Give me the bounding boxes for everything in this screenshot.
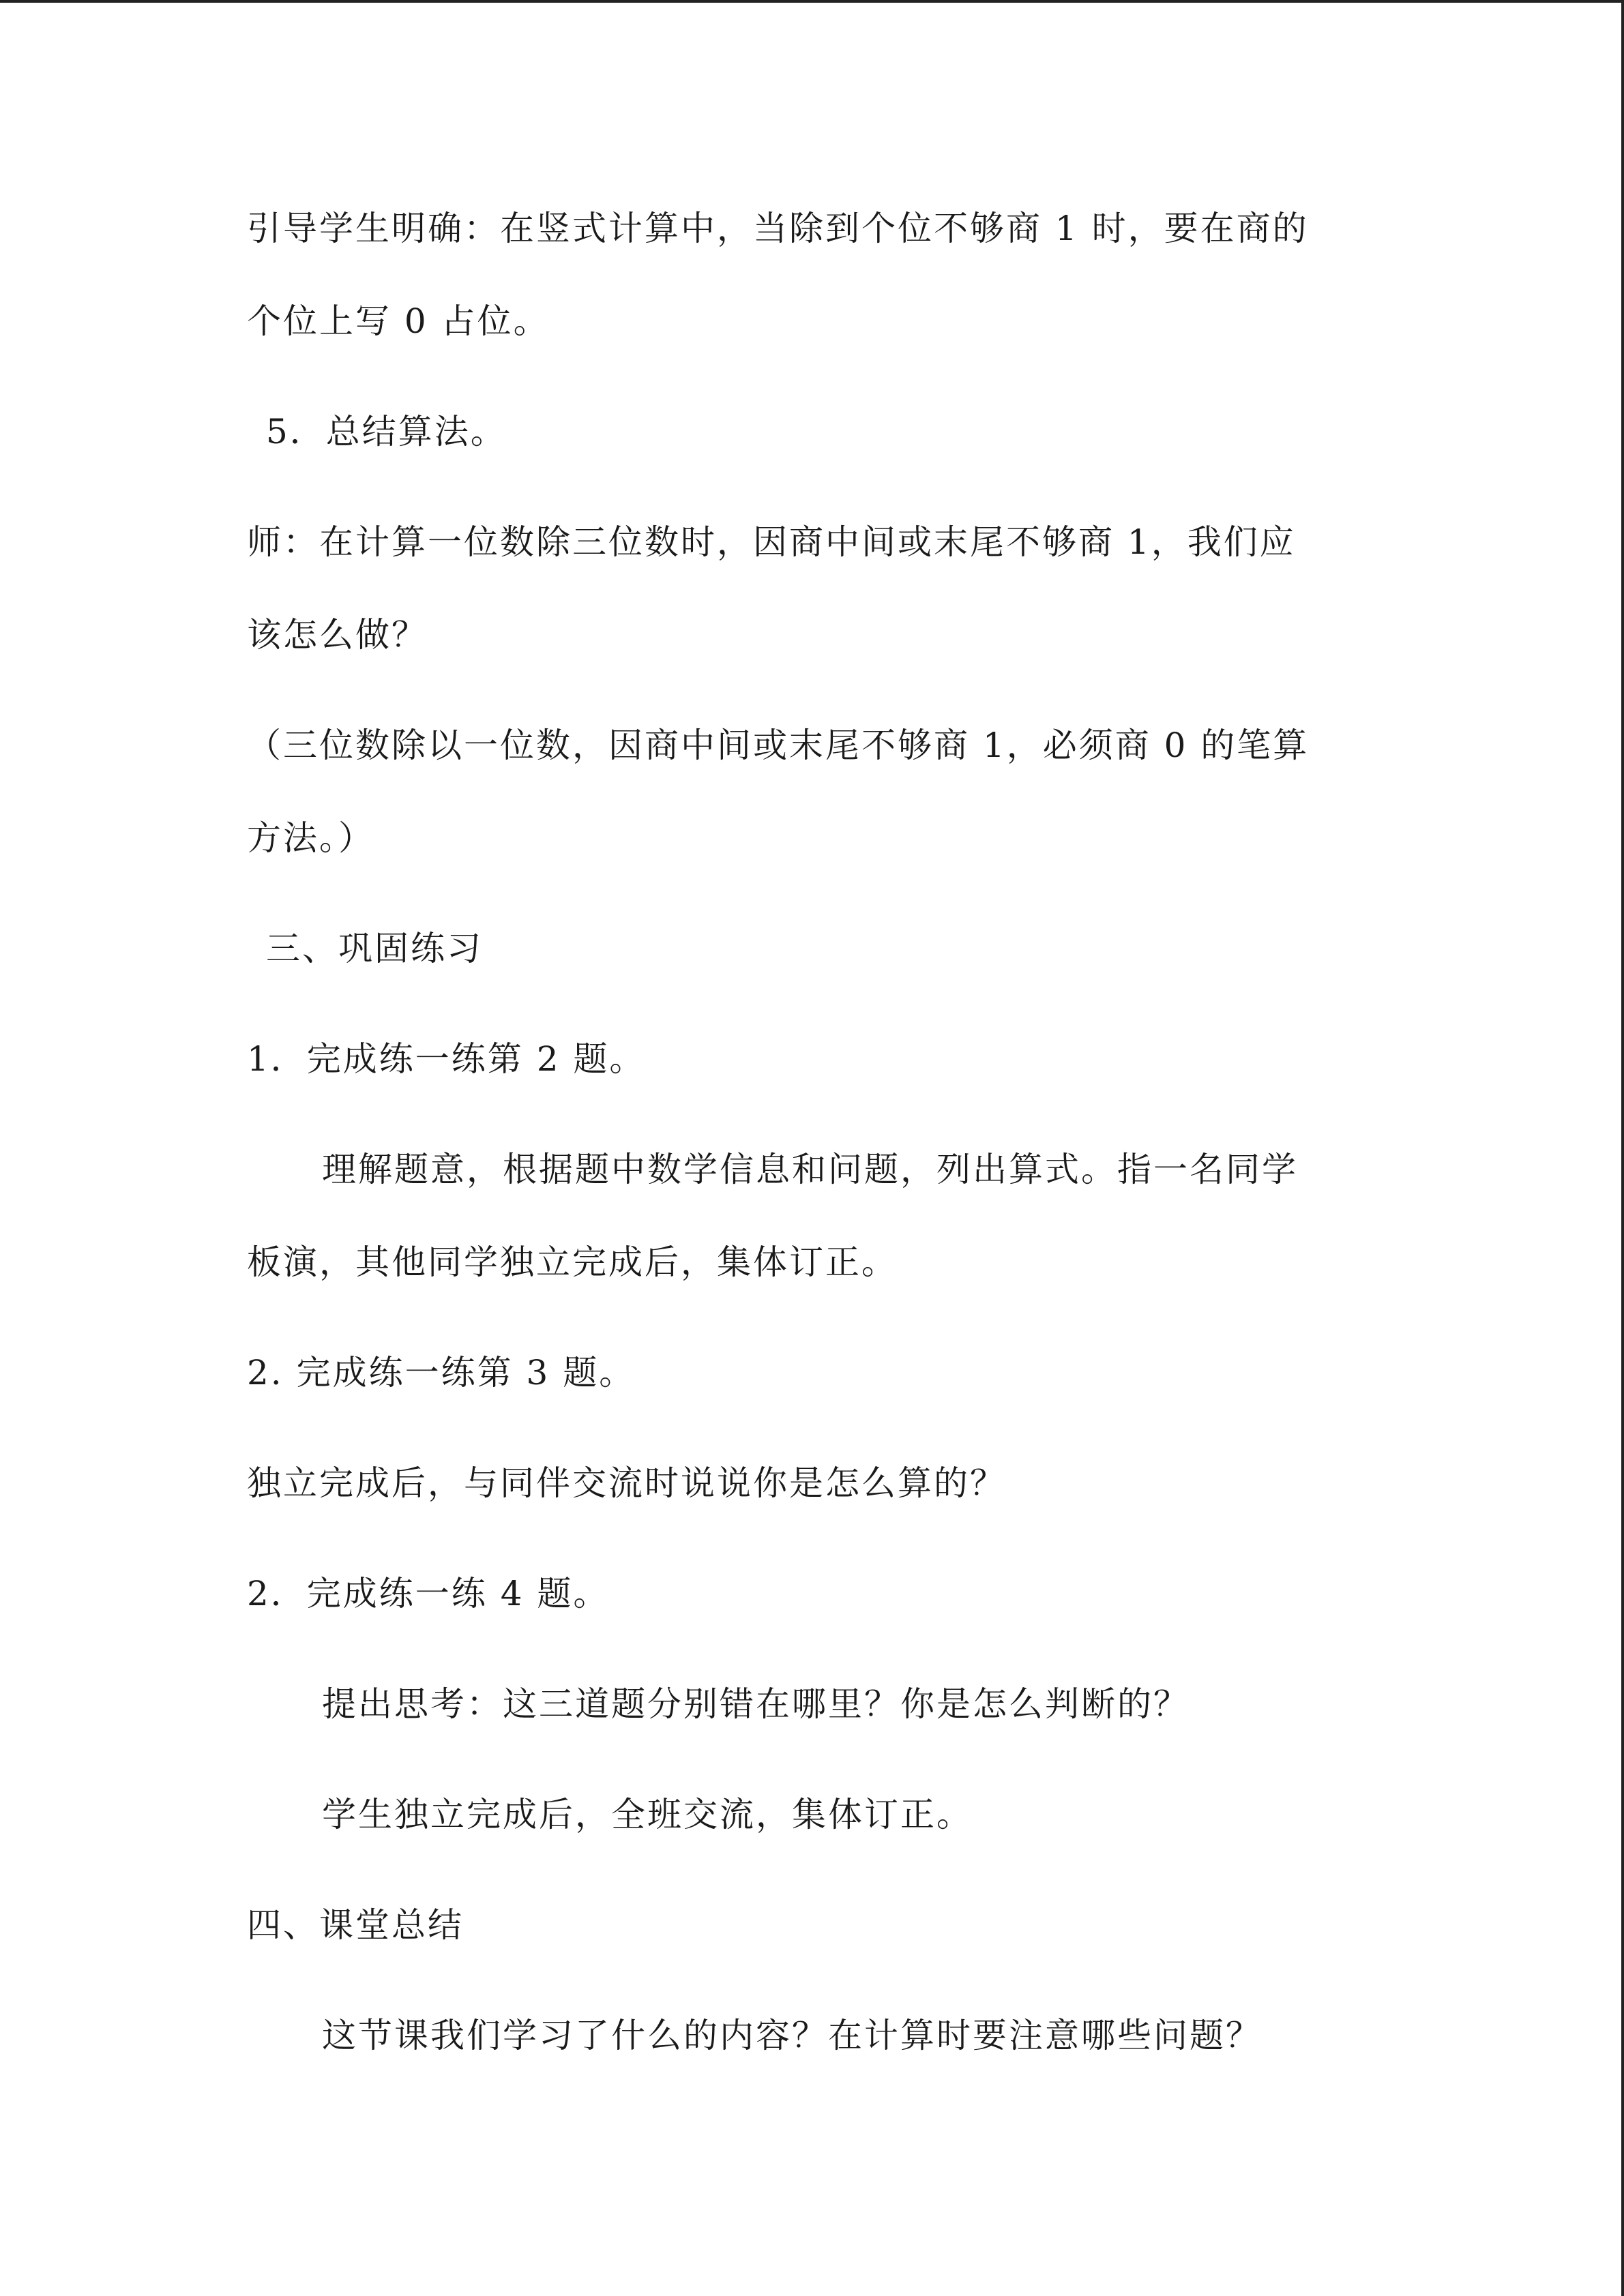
- right-border: [1621, 0, 1624, 2296]
- section-heading: 三、巩固练习: [266, 929, 483, 968]
- paragraph-line: （三位数除以一位数，因商中间或末尾不够商 1，必须商 0 的笔算: [247, 726, 1310, 765]
- paragraph-line: 理解题意，根据题中数学信息和问题，列出算式。指一名同学: [322, 1150, 1298, 1189]
- paragraph-line: 方法。）: [247, 818, 374, 858]
- paragraph-line: 提出思考：这三道题分别错在哪里？你是怎么判断的？: [322, 1684, 1190, 1724]
- exercise-item: 2．完成练一练 4 题。: [247, 1574, 610, 1613]
- exercise-item: 2. 完成练一练第 3 题。: [247, 1353, 636, 1392]
- paragraph-line: 这节课我们学习了什么的内容？在计算时要注意哪些问题？: [322, 2016, 1262, 2055]
- section-step: 5．总结算法。: [266, 412, 507, 451]
- paragraph-line: 该怎么做？: [247, 615, 428, 655]
- paragraph-line: 板演，其他同学独立完成后，集体订正。: [247, 1242, 898, 1282]
- paragraph-line: 引导学生明确：在竖式计算中，当除到个位不够商 1 时，要在商的: [247, 209, 1309, 248]
- exercise-item: 1．完成练一练第 2 题。: [247, 1039, 646, 1079]
- paragraph-line: 学生独立完成后，全班交流，集体订正。: [322, 1795, 973, 1834]
- paragraph-line: 独立完成后，与同伴交流时说说你是怎么算的？: [247, 1463, 1006, 1503]
- paragraph-line: 个位上写 0 占位。: [247, 301, 550, 341]
- top-border: [0, 0, 1624, 3]
- paragraph-line: 师：在计算一位数除三位数时，因商中间或末尾不够商 1，我们应: [247, 522, 1296, 562]
- section-heading: 四、课堂总结: [247, 1905, 464, 1945]
- document-page: [247, 208, 1365, 2056]
